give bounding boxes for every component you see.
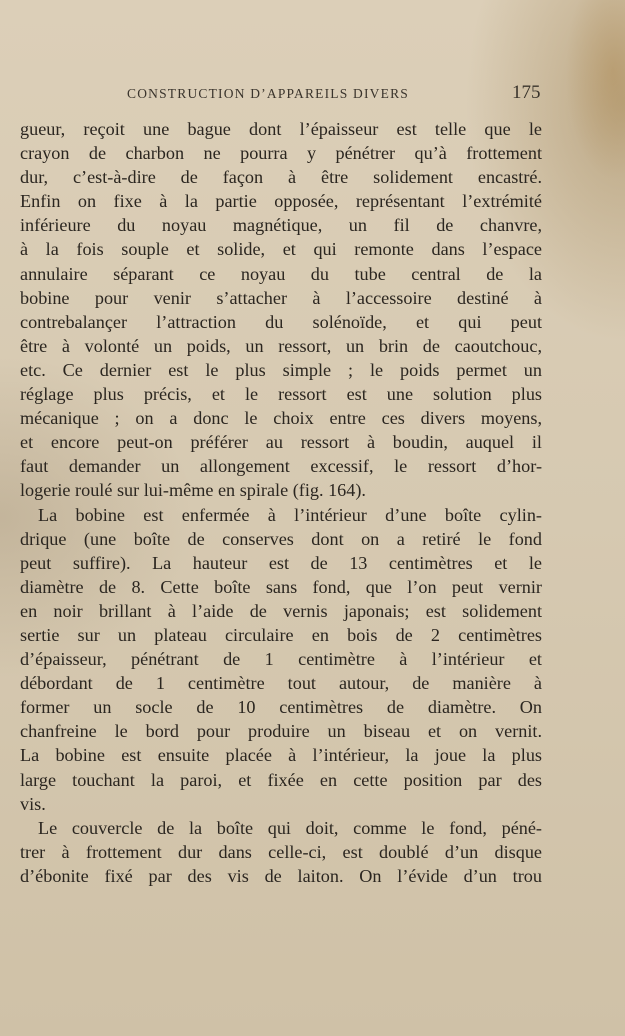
page-number: 175 [512,82,541,103]
text-line [20,816,542,840]
text-line [20,454,542,478]
text-line [20,406,542,430]
running-title: CONSTRUCTION D’APPAREILS DIVERS [127,86,409,101]
text-line-content: gueur, reçoit une bague dont l’épaisseur est telle que le [20,119,542,139]
text-line-content: bobine pour venir s’attacher à l’accessoire destiné à [20,287,542,308]
text-line-content: être à volonté un poids, un ressort, un brin de caoutchouc, [20,335,542,356]
text-line [20,262,542,286]
text-line [20,310,542,334]
text-line-content: réglage plus précis, et le ressort est une solution plus [20,384,542,405]
text-line [20,840,542,864]
text-line [20,430,542,454]
text-line [20,117,542,141]
text-line-content: faut demander un allongement excessif, le ressort d’hor- [20,456,542,477]
text-line-content: en noir brillant à l’aide de vernis japonais; est solidement [20,600,542,621]
text-line-content: trer à frottement dur dans celle-ci, est doublé d’un disque [20,841,542,862]
text-line [20,623,542,647]
text-line [20,189,542,213]
text-line-content: large touchant la paroi, et fixée en cette position par des [20,769,542,790]
text-line [20,478,542,502]
text-line-content: annulaire séparant ce noyau du tube central de la [20,263,542,284]
text-line [20,286,542,310]
text-line [20,864,542,888]
text-line [20,527,542,551]
text-line [20,213,542,237]
text-line [20,358,542,382]
text-line-content: Enfin on fixe à la partie opposée, représentant l’extrémité [20,191,542,212]
text-line [20,551,542,575]
body-text [20,117,542,888]
text-line-content: mécanique ; on a donc le choix entre ces divers moyens, [20,408,542,429]
text-line [20,599,542,623]
text-line-content: La bobine est ensuite placée à l’intérieur, la joue la plus [20,745,542,766]
text-line [20,671,542,695]
text-line [20,575,542,599]
text-line [20,503,542,527]
text-line [20,695,542,719]
text-line [20,382,542,406]
text-line-content: logerie roulé sur lui-même en spirale (fig. 164). [20,480,366,501]
text-line [20,334,542,358]
text-line-content: à la fois souple et solide, et qui remonte dans l’espace [20,239,542,260]
text-line-content: vis. [20,793,46,814]
text-line [20,647,542,671]
text-line-content: peut suffire). La hauteur est de 13 centimètres et le [20,552,542,573]
text-line [20,792,542,816]
text-line-content: diamètre de 8. Cette boîte sans fond, que l’on peut vernir [20,576,542,597]
text-line-content: former un socle de 10 centimètres de diamètre. On [20,697,542,718]
text-line-content: chanfreine le bord pour produire un biseau et on vernit. [20,721,542,742]
text-line-content: inférieure du noyau magnétique, un fil de chanvre, [20,215,542,236]
text-line-content: dur, c’est-à-dire de façon à être solidement encastré. [20,167,542,188]
text-line [20,719,542,743]
text-line-content: drique (une boîte de conserves dont on a retiré le fond [20,528,542,549]
text-line-content: d’épaisseur, pénétrant de 1 centimètre à l’intérieur et [20,649,542,670]
text-line-content: et encore peut-on préférer au ressort à boudin, auquel il [20,432,542,453]
text-line [20,768,542,792]
text-line-content: etc. Ce dernier est le plus simple ; le poids permet un [20,359,542,380]
text-line-content: La bobine est enfermée à l’intérieur d’une boîte cylin- [38,504,542,525]
text-line-content: crayon de charbon ne pourra y pénétrer qu’à frottement [20,143,542,164]
text-line-content: sertie sur un plateau circulaire en bois de 2 centimètres [20,624,542,645]
text-line-content: d’ébonite fixé par des vis de laiton. On l’évide d’un trou [20,865,542,886]
text-line [20,237,542,261]
text-line [20,141,542,165]
running-head [0,80,625,110]
text-line-content: contrebalançer l’attraction du solénoïde, et qui peut [20,311,542,332]
text-line-content: débordant de 1 centimètre tout autour, de manière à [20,673,542,694]
text-line [20,165,542,189]
text-line [20,743,542,767]
text-line-content: Le couvercle de la boîte qui doit, comme le fond, péné- [38,817,542,838]
